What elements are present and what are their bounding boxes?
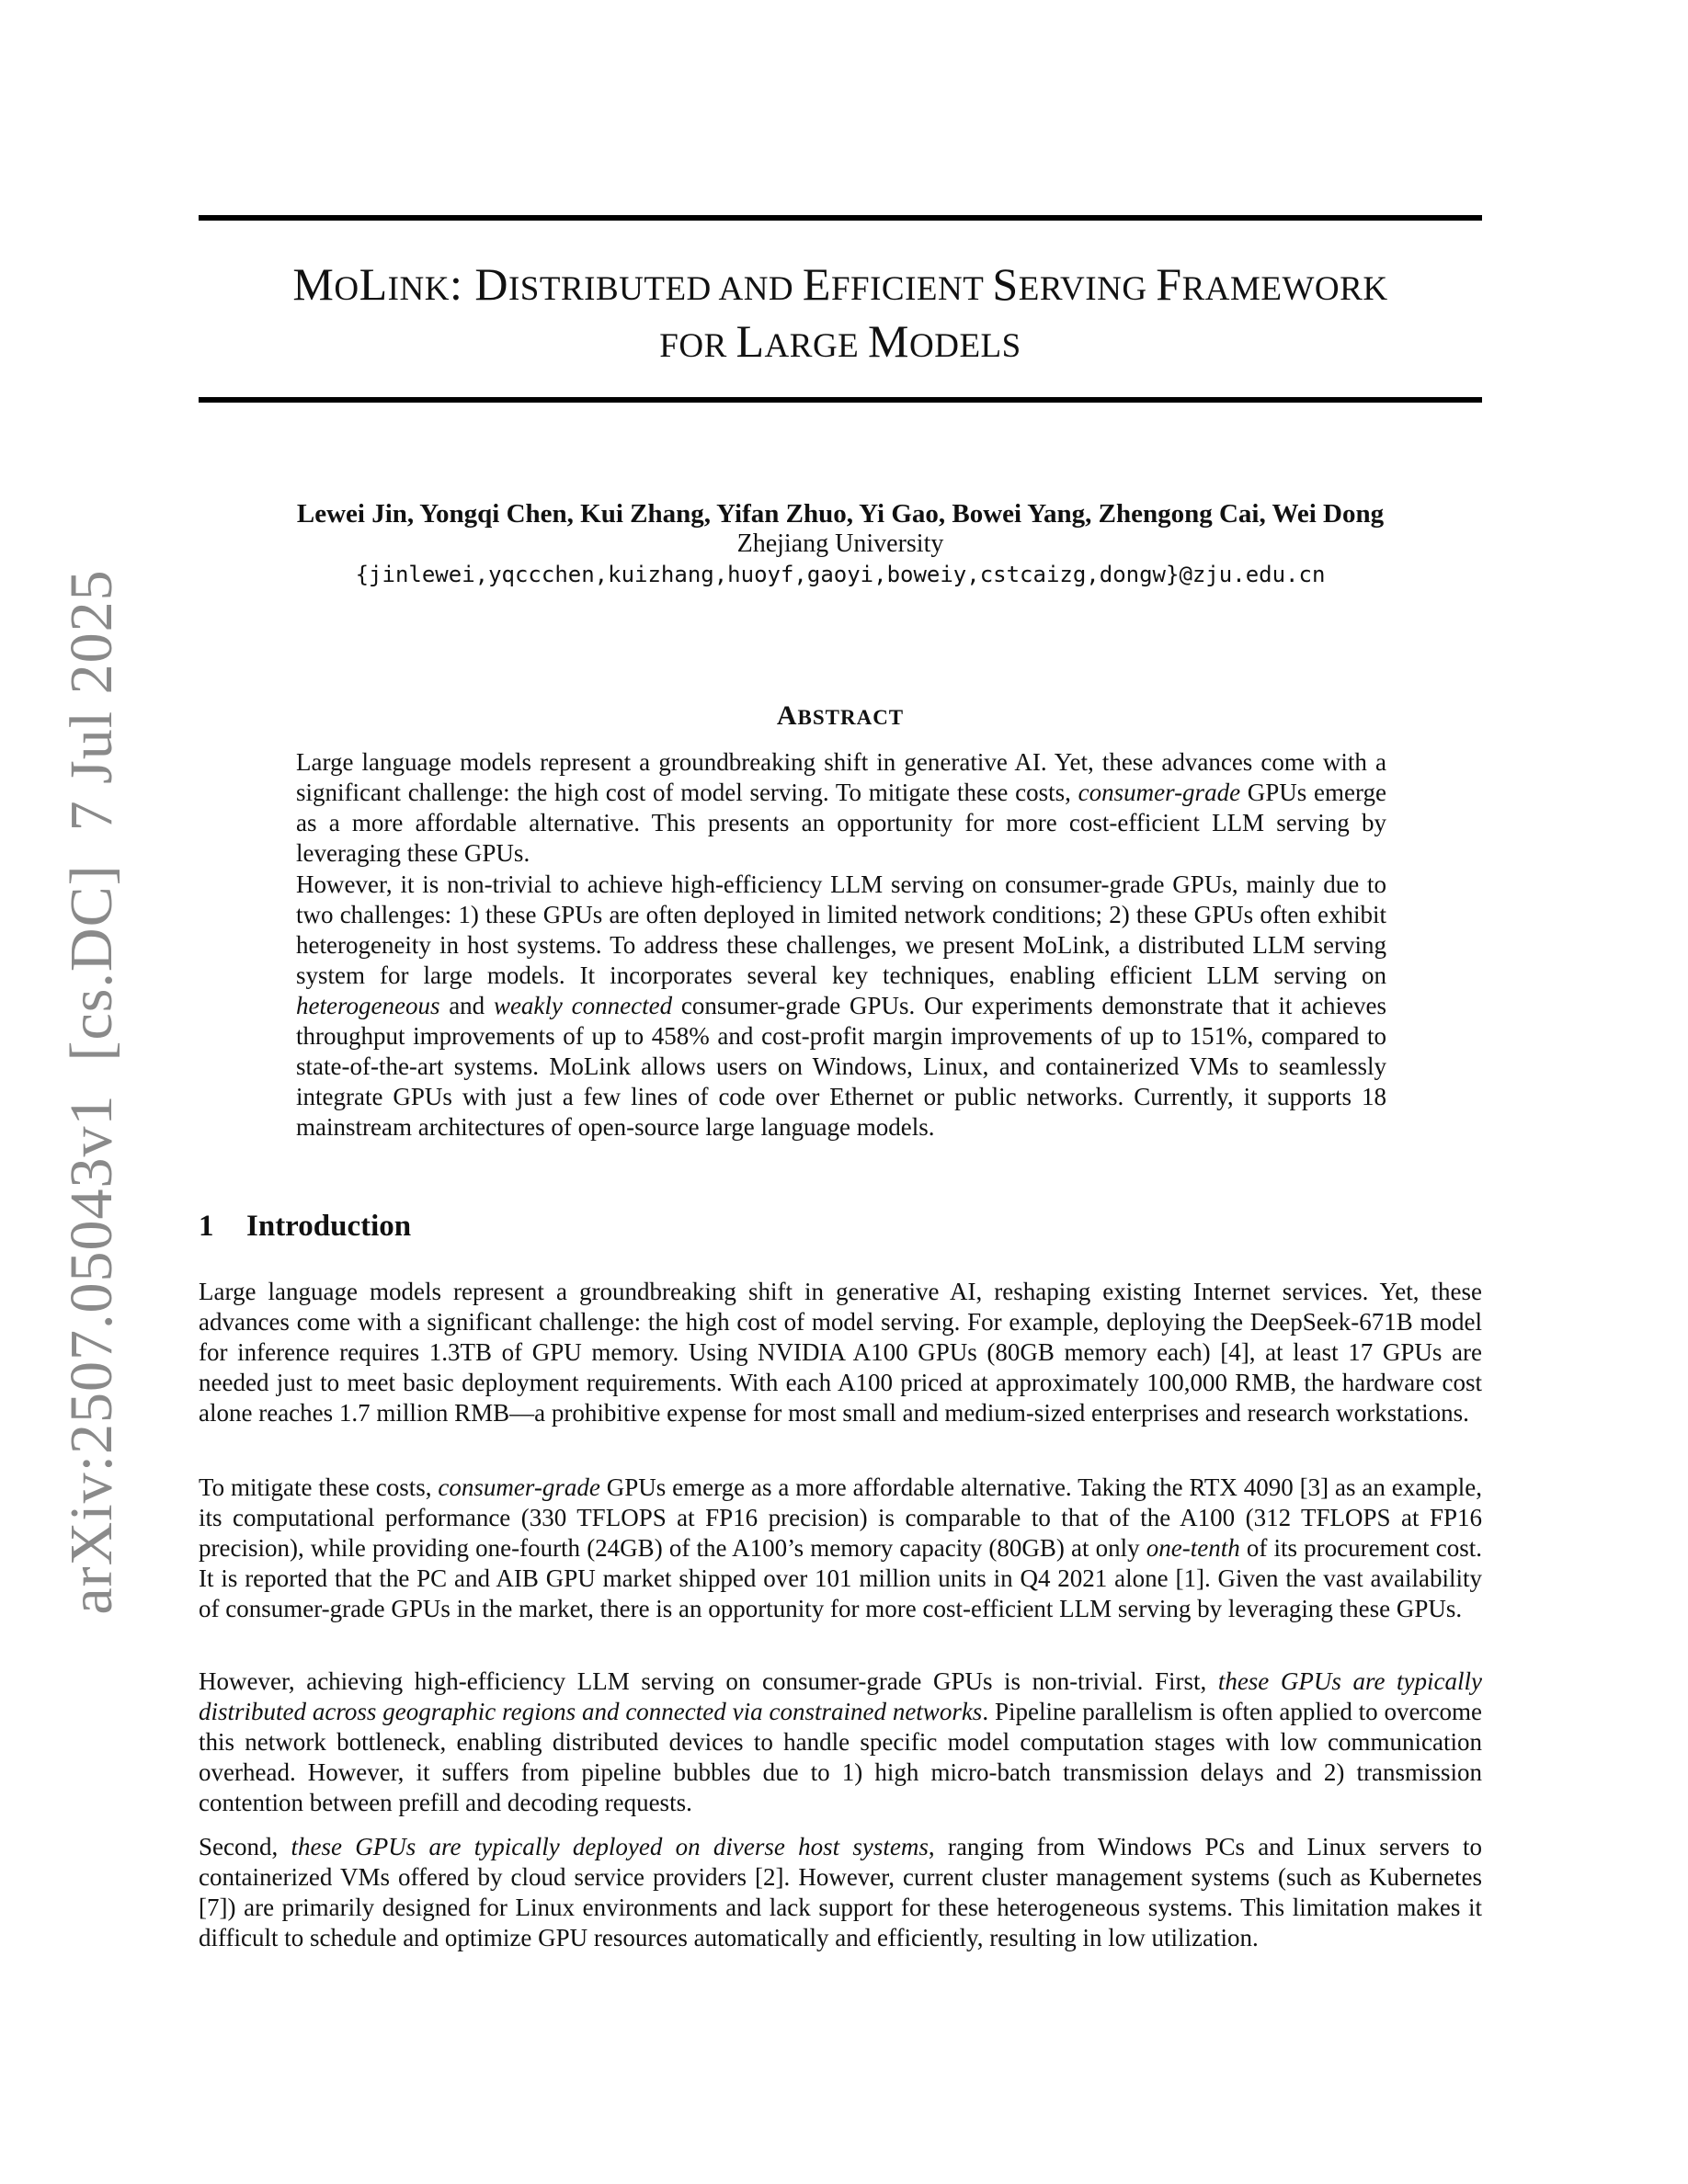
arxiv-stamp	[57, 569, 127, 1614]
arxiv-category: [cs.DC]	[58, 864, 125, 1062]
title-rule-bottom	[199, 397, 1482, 403]
abstract-paragraph-1: Large language models represent a groundbreaking shift in generative AI. Yet, these advances come with a significant challenge: the high cost of model serving. To mitigate these costs, consumer-grade GPUs emerge as a more affordable alternative. This presents an opportunity for more cost-efficient LLM serving by leveraging these GPUs.	[296, 748, 1386, 867]
intro-paragraph-4: Second, these GPUs are typically deployed on diverse host systems, ranging from Windows PCs and Linux servers to containerized VMs offered by cloud service providers [2]. However, current cluster management systems (such as Kubernetes [7]) are primarily designed for Linux environments and lack support for these heterogeneous systems. This limitation makes it difficult to schedule and optimize GPU resources automatically and efficiently, resulting in low utilization.	[199, 1833, 1483, 1951]
arxiv-id: arXiv:2507.05043v1	[58, 1094, 125, 1615]
abstract-paragraph-2: However, it is non-trivial to achieve high-efficiency LLM serving on consumer-grade GPUs, mainly due to two challenges: 1) these GPUs are often deployed in limited network conditions; 2) these GPUs often exhibit heterogeneity in host systems. To address these challenges, we present MoLink, a distributed LLM serving system for large models. It incorporates several key techniques, enabling efficient LLM serving on heterogeneous and weakly connected consumer-grade GPUs. Our experiments demonstrate that it achieves throughput improvements of up to 458% and cost-profit margin improvements of up to 151%, compared to state-of-the-art systems. MoLink allows users on Windows, Linux, and containerized VMs to seamlessly integrate GPUs with just a few lines of code over Ethernet or public networks. Currently, it supports 18 mainstream architectures of open-source large language models.	[296, 870, 1387, 1141]
intro-paragraph-3: However, achieving high-efficiency LLM serving on consumer-grade GPUs is non-trivial. First, these GPUs are typically distributed across geographic regions and connected via constrained networks. Pipeline parallelism is often applied to overcome this network bottleneck, enabling distributed devices to handle specific model computation stages with low communication overhead. However, it suffers from pipeline bubbles due to 1) high micro-batch transmission delays and 2) transmission contention between prefill and decoding requests.	[199, 1667, 1482, 1816]
abstract-heading: ABSTRACT	[776, 700, 905, 731]
paper-title	[199, 258, 1482, 372]
intro-paragraph-1: Large language models represent a groundbreaking shift in generative AI, reshaping existing Internet services. Yet, these advances come with a significant challenge: the high cost of model serving. For example, deploying the DeepSeek-671B model for inference requires 1.3TB of GPU memory. Using NVIDIA A100 GPUs (80GB memory each) [4], at least 17 GPUs are needed just to meet basic deployment requirements. With each A100 priced at approximately 100,000 RMB, the hardware cost alone reaches 1.7 million RMB—a prohibitive expense for most small and medium-sized enterprises and research workstations.	[199, 1278, 1482, 1427]
author-list: Lewei Jin, Yongqi Chen, Kui Zhang, Yifan Zhuo, Yi Gao, Bowei Yang, Zhengong Cai, Wei Dong	[296, 499, 1385, 529]
section-title: Introduction	[246, 1210, 412, 1243]
title-rule-top	[199, 215, 1482, 221]
section-number: 1	[199, 1210, 214, 1243]
intro-paragraph-2: To mitigate these costs, consumer-grade GPUs emerge as a more affordable alternative. Taking the RTX 4090 [3] as an example, its computational performance (330 TFLOPS at FP16 precision) is comparable to that of the A100 (312 TFLOPS at FP16 precision), while providing one-fourth (24GB) of the A100’s memory capacity (80GB) at only one-tenth of its procurement cost. It is reported that the PC and AIB GPU market shipped over 101 million units in Q4 2021 alone [1]. Given the vast availability of consumer-grade GPUs in the market, there is an opportunity for more cost-efficient LLM serving by leveraging these GPUs.	[199, 1473, 1482, 1622]
arxiv-date: 7 Jul 2025	[58, 569, 125, 832]
title-line-2: FOR LARGE MODELS	[659, 315, 1021, 367]
section-heading-introduction	[199, 1208, 411, 1245]
title-line-1: MOLINK: DISTRIBUTED AND EFFICIENT SERVING FRAMEWORK	[292, 258, 1388, 310]
affiliation: Zhejiang University	[736, 529, 944, 558]
author-emails: {jinlewei,yqccchen,kuizhang,huoyf,gaoyi,boweiy,cstcaizg,dongw}@zju.edu.cn	[355, 562, 1326, 587]
